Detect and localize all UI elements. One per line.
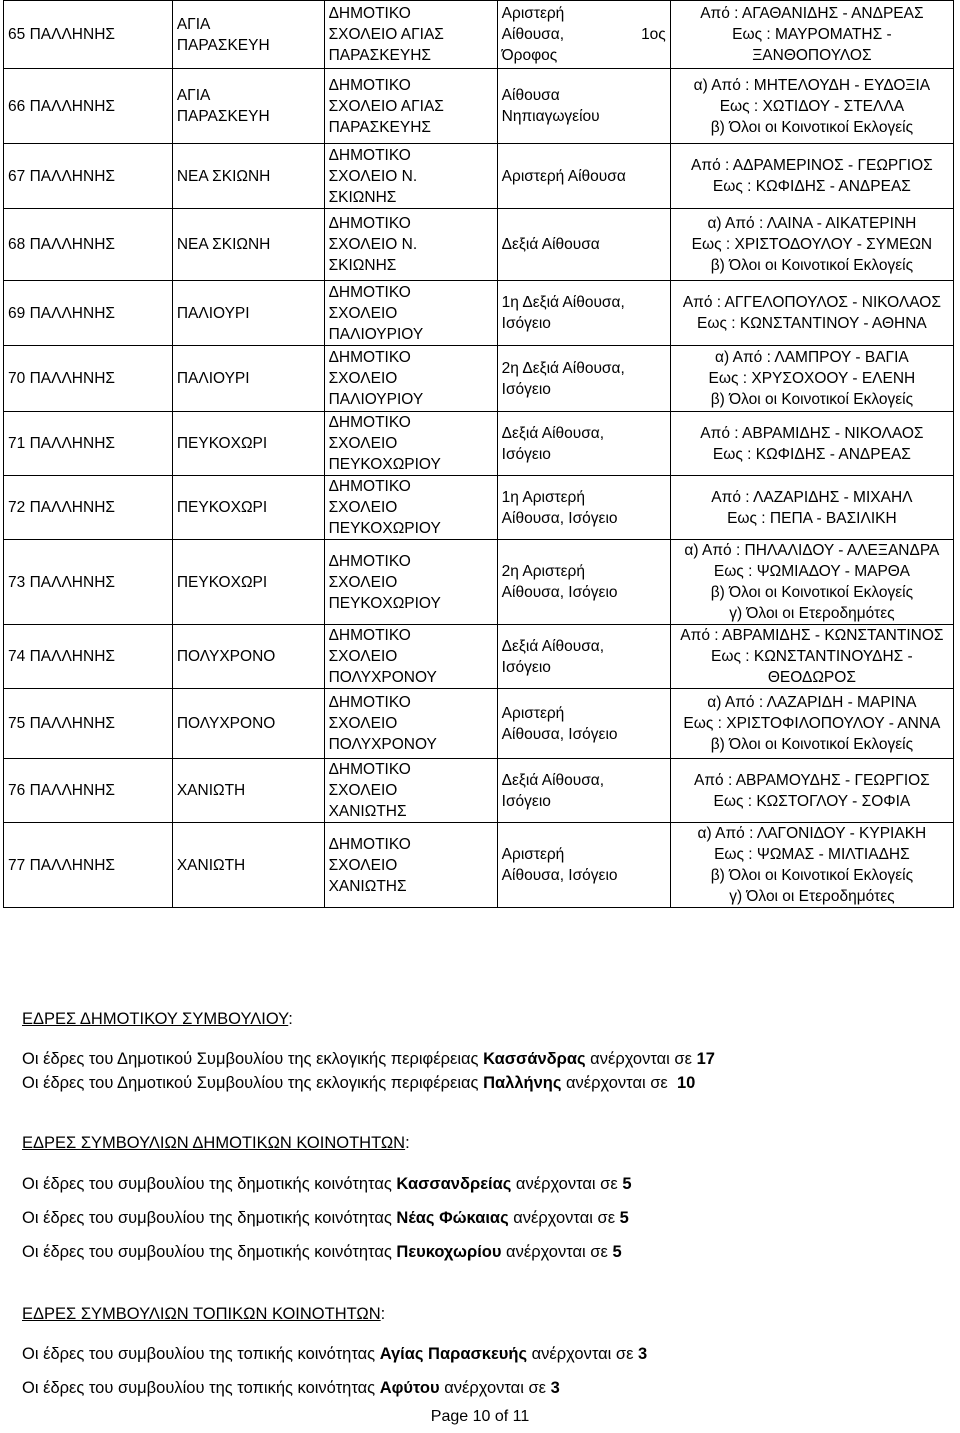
- table-row: [4, 412, 954, 476]
- seat-line-text: ανέρχονται σε: [439, 1379, 551, 1397]
- room-line: Ισόγειο: [501, 380, 551, 398]
- locality-cell: [172, 689, 324, 759]
- room-cell: [497, 1, 670, 69]
- station-number: 71: [8, 435, 26, 452]
- school-line: ΣΧΟΛΕΙΟ: [328, 499, 398, 516]
- voter-range-line: α) Από : ΜΗΤΕΛΟΥΔΗ - ΕΥΔΟΞΙΑ: [693, 76, 931, 94]
- school-line: ΔΗΜΟΤΙΚΟ: [328, 349, 411, 366]
- school-line: ΔΗΜΟΤΙΚΟ: [328, 76, 411, 94]
- room-line: Ισόγειο: [501, 658, 551, 676]
- room-cell: [497, 689, 670, 759]
- district-cell: [4, 823, 173, 908]
- station-number: 74: [8, 648, 26, 665]
- school-line: ΣΧΟΛΕΙΟ: [328, 435, 398, 452]
- seat-section: [22, 1131, 942, 1264]
- table-row: [4, 689, 954, 759]
- seat-line-text: Οι έδρες του Δημοτικού Συμβουλίου της εκλογικής περιφέρειας: [22, 1050, 484, 1068]
- voter-range-line: β) Όλοι οι Κοινοτικοί Εκλογείς: [710, 391, 914, 408]
- voter-range-cell: [670, 281, 953, 346]
- voter-range-line: β) Όλοι οι Κοινοτικοί Εκλογείς: [710, 867, 914, 884]
- school-line: ΧΑΝΙΩΤΗΣ: [328, 877, 407, 895]
- region-name: Αφύτου: [379, 1379, 440, 1397]
- voter-range-cell: [670, 540, 953, 625]
- locality-line: ΠΑΡΑΣΚΕΥΗ: [176, 36, 270, 54]
- station-number: 68: [8, 236, 26, 253]
- voter-range-line: β) Όλοι οι Κοινοτικοί Εκλογείς: [710, 584, 914, 601]
- region-name: Πευκοχωρίου: [396, 1242, 502, 1261]
- room-cell: [497, 476, 670, 540]
- school-line: ΣΧΟΛΕΙΟ: [328, 856, 398, 874]
- school-line: ΣΧΟΛΕΙΟ: [328, 573, 398, 591]
- voter-range-line: α) Από : ΠΗΛΑΛΙΔΟΥ - ΑΛΕΞΑΝΔΡΑ: [684, 542, 940, 559]
- school-line: ΠΕΥΚΟΧΩΡΙΟΥ: [328, 456, 441, 473]
- locality-cell: [172, 540, 324, 625]
- locality-line: ΑΓΙΑ: [176, 15, 211, 33]
- locality-line: ΧΑΝΙΩΤΗ: [176, 782, 246, 799]
- school-line: ΣΧΟΛΕΙΟ Ν.: [328, 236, 418, 253]
- voter-range-line: Από : ΑΓΑΘΑΝΙΔΗΣ - ΑΝΔΡΕΑΣ: [700, 5, 924, 22]
- district-cell: [4, 759, 173, 823]
- voter-range-cell: [670, 476, 953, 540]
- school-line: ΔΗΜΟΤΙΚΟ: [328, 414, 411, 431]
- school-cell: [324, 759, 497, 823]
- locality-line: ΠΟΛΥΧΡΟΝΟ: [176, 648, 276, 665]
- district-cell: [4, 281, 173, 346]
- room-line: Αίθουσα, Ισόγειο: [501, 725, 618, 743]
- locality-line: ΝΕΑ ΣΚΙΩΝΗ: [176, 236, 271, 253]
- station-number: 67: [8, 167, 26, 185]
- locality-cell: [172, 476, 324, 540]
- seat-line-text: Οι έδρες του συμβουλίου της τοπικής κοινότητας: [22, 1379, 380, 1397]
- locality-cell: [172, 1, 324, 69]
- room-cell: [497, 281, 670, 346]
- voter-range-line: Από : ΑΔΡΑΜΕΡΙΝΟΣ - ΓΕΩΡΓΙΟΣ: [691, 157, 933, 174]
- voter-range-line: Από : ΑΒΡΑΜΙΔΗΣ - ΝΙΚΟΛΑΟΣ: [700, 424, 924, 442]
- room-line: Αριστερή: [501, 846, 565, 863]
- room-cell: [497, 69, 670, 144]
- school-cell: [324, 1, 497, 69]
- electoral-area: ΠΑΛΛΗΝΗΣ: [29, 97, 115, 115]
- school-line: ΔΗΜΟΤΙΚΟ: [328, 761, 411, 778]
- station-number: 65: [8, 26, 26, 43]
- seat-line-text: Οι έδρες του συμβουλίου της δημοτικής κοινότητας: [22, 1208, 397, 1227]
- room-line: Ισόγειο: [501, 792, 551, 810]
- seat-count: 17: [696, 1050, 715, 1068]
- table-row: [4, 759, 954, 823]
- school-cell: [324, 689, 497, 759]
- district-cell: [4, 1, 173, 69]
- school-cell: [324, 412, 497, 476]
- section-title-suffix: :: [288, 1009, 293, 1028]
- seat-line: [22, 1376, 942, 1400]
- electoral-area: ΠΑΛΛΗΝΗΣ: [29, 648, 115, 665]
- district-cell: [4, 209, 173, 281]
- room-line: Δεξιά Αίθουσα,: [501, 637, 605, 655]
- seat-line: [22, 1071, 942, 1095]
- room-cell: [497, 759, 670, 823]
- voter-range-line: Εως : ΧΡΙΣΤΟΦΙΛΟΠΟΥΛΟΥ - ΑΝΝΑ: [683, 715, 941, 732]
- voter-range-cell: [670, 823, 953, 908]
- room-line: Δεξιά Αίθουσα: [501, 236, 600, 253]
- room-line: Ισόγειο: [501, 315, 551, 332]
- seat-count: 10: [676, 1074, 696, 1092]
- seat-line-text: ανέρχονται σε: [585, 1050, 697, 1068]
- school-line: ΠΑΡΑΣΚΕΥΗΣ: [328, 47, 431, 64]
- school-line: ΠΟΛΥΧΡΟΝΟΥ: [328, 669, 437, 686]
- seat-allocation-sections: [22, 990, 942, 1400]
- locality-line: ΠΑΛΙΟΥΡΙ: [176, 370, 250, 387]
- school-line: ΔΗΜΟΤΙΚΟ: [328, 835, 411, 853]
- school-line: ΔΗΜΟΤΙΚΟ: [328, 283, 411, 301]
- voter-range-line: Εως : ΠΕΠΑ - ΒΑΣΙΛΙΚΗ: [727, 509, 897, 527]
- voter-range-cell: [670, 689, 953, 759]
- table-row: [4, 476, 954, 540]
- station-number: 73: [8, 573, 26, 591]
- room-line: Αίθουσα, Ισόγειο: [501, 867, 618, 884]
- seat-line: [22, 1240, 942, 1264]
- voter-range-line: β) Όλοι οι Κοινοτικοί Εκλογείς: [710, 257, 914, 274]
- locality-cell: [172, 412, 324, 476]
- table-row: [4, 144, 954, 209]
- voter-range-line: β) Όλοι οι Κοινοτικοί Εκλογείς: [710, 736, 914, 753]
- district-cell: [4, 144, 173, 209]
- table-row: [4, 625, 954, 689]
- voter-range-line: Από : ΑΒΡΑΜΟΥΔΗΣ - ΓΕΩΡΓΙΟΣ: [694, 771, 930, 789]
- locality-cell: [172, 346, 324, 412]
- electoral-area: ΠΑΛΛΗΝΗΣ: [29, 856, 115, 874]
- locality-cell: [172, 144, 324, 209]
- school-line: ΠΕΥΚΟΧΩΡΙΟΥ: [328, 594, 441, 612]
- seat-line-text: ανέρχονται σε: [561, 1074, 677, 1092]
- room-line: Αίθουσα, Ισόγειο: [501, 509, 618, 527]
- school-line: ΣΧΟΛΕΙΟ: [328, 715, 398, 732]
- section-title: ΕΔΡΕΣ ΣΥΜΒΟΥΛΙΩΝ ΤΟΠΙΚΩΝ ΚΟΙΝΟΤΗΤΩΝ: [22, 1304, 381, 1323]
- district-cell: [4, 540, 173, 625]
- seat-line-text: Οι έδρες του συμβουλίου της τοπικής κοινότητας: [22, 1345, 380, 1363]
- locality-cell: [172, 69, 324, 144]
- voter-range-cell: [670, 759, 953, 823]
- room-line: Αριστερή: [501, 5, 565, 22]
- room-cell: [497, 209, 670, 281]
- locality-line: ΝΕΑ ΣΚΙΩΝΗ: [176, 167, 271, 185]
- electoral-area: ΠΑΛΛΗΝΗΣ: [29, 236, 115, 253]
- station-number: 76: [8, 782, 26, 799]
- seat-count: 3: [550, 1379, 560, 1397]
- school-cell: [324, 144, 497, 209]
- polling-stations-table: [3, 0, 954, 908]
- locality-cell: [172, 823, 324, 908]
- room-line: Νηπιαγωγείου: [501, 108, 600, 125]
- voter-range-line: Εως : ΚΩΝΣΤΑΝΤΙΝΟΥ - ΑΘΗΝΑ: [697, 315, 927, 332]
- table-row: [4, 1, 954, 69]
- seat-line-text: ανέρχονται σε: [511, 1174, 623, 1193]
- region-name: Κασσάνδρας: [483, 1050, 586, 1068]
- room-cell: [497, 823, 670, 908]
- voter-range-cell: [670, 209, 953, 281]
- room-line: Δεξιά Αίθουσα,: [501, 424, 605, 442]
- school-line: ΣΧΟΛΕΙΟ: [328, 648, 398, 665]
- voter-range-cell: [670, 1, 953, 69]
- section-heading: [22, 1007, 942, 1031]
- seat-count: 5: [622, 1174, 632, 1193]
- school-line: ΠΑΡΑΣΚΕΥΗΣ: [328, 118, 431, 136]
- electoral-area: ΠΑΛΛΗΝΗΣ: [29, 499, 115, 516]
- school-line: ΔΗΜΟΤΙΚΟ: [328, 627, 411, 644]
- electoral-area: ΠΑΛΛΗΝΗΣ: [29, 167, 115, 185]
- table-row: [4, 346, 954, 412]
- voter-range-line: Από : ΛΑΖΑΡΙΔΗΣ - ΜΙΧΑΗΛ: [711, 488, 913, 506]
- locality-cell: [172, 759, 324, 823]
- locality-line: ΠΕΥΚΟΧΩΡΙ: [176, 435, 268, 452]
- table-body: [4, 1, 954, 908]
- room-cell: [497, 625, 670, 689]
- room-line: 1η Αριστερή: [501, 488, 585, 506]
- locality-line: ΠΕΥΚΟΧΩΡΙ: [176, 499, 268, 516]
- school-line: ΣΧΟΛΕΙΟ Ν.: [328, 167, 418, 185]
- school-line: ΠΕΥΚΟΧΩΡΙΟΥ: [328, 520, 441, 537]
- section-title-suffix: :: [405, 1134, 410, 1152]
- voter-range-line: α) Από : ΛΑΓΟΝΙΔΟΥ - ΚΥΡΙΑΚΗ: [697, 825, 927, 842]
- region-name: Κασσανδρείας: [396, 1174, 512, 1193]
- station-number: 72: [8, 499, 26, 516]
- school-line: ΔΗΜΟΤΙΚΟ: [328, 552, 411, 570]
- school-line: ΔΗΜΟΤΙΚΟ: [328, 146, 411, 164]
- school-line: ΔΗΜΟΤΙΚΟ: [328, 215, 411, 232]
- school-cell: [324, 209, 497, 281]
- station-number: 66: [8, 97, 26, 115]
- room-line: Αίθουσα,: [501, 26, 565, 43]
- electoral-area: ΠΑΛΛΗΝΗΣ: [29, 370, 115, 387]
- locality-line: ΠΟΛΥΧΡΟΝΟ: [176, 715, 276, 732]
- table-row: [4, 281, 954, 346]
- room-line: Όροφος: [501, 47, 558, 64]
- locality-line: ΠΕΥΚΟΧΩΡΙ: [176, 573, 268, 591]
- locality-cell: [172, 209, 324, 281]
- seat-line: [22, 1206, 942, 1230]
- electoral-area: ΠΑΛΛΗΝΗΣ: [29, 782, 115, 799]
- school-cell: [324, 281, 497, 346]
- seat-section: [22, 1007, 942, 1096]
- voter-range-line: Εως : ΚΩΦΙΔΗΣ - ΑΝΔΡΕΑΣ: [712, 445, 911, 463]
- room-line: Αριστερή: [501, 704, 565, 722]
- station-number: 75: [8, 715, 26, 732]
- section-title-suffix: :: [380, 1304, 386, 1323]
- voter-range-line: ΞΑΝΘΟΠΟΥΛΟΣ: [752, 47, 872, 64]
- room-line: 2η Αριστερή: [501, 563, 585, 580]
- voter-range-cell: [670, 69, 953, 144]
- room-cell: [497, 412, 670, 476]
- seat-count: 5: [619, 1208, 629, 1227]
- school-line: ΠΑΛΙΟΥΡΙΟΥ: [328, 325, 424, 343]
- school-cell: [324, 69, 497, 144]
- table-row: [4, 69, 954, 144]
- school-cell: [324, 476, 497, 540]
- room-line: 1η Δεξιά Αίθουσα,: [501, 294, 625, 311]
- section-title: ΕΔΡΕΣ ΣΥΜΒΟΥΛΙΩΝ ΔΗΜΟΤΙΚΩΝ ΚΟΙΝΟΤΗΤΩΝ: [22, 1134, 406, 1152]
- voter-range-cell: [670, 412, 953, 476]
- voter-range-line: ΘΕΟΔΩΡΟΣ: [767, 669, 856, 686]
- voter-range-line: α) Από : ΛΑΖΑΡΙΔΗ - ΜΑΡΙΝΑ: [707, 694, 917, 711]
- room-line: Αίθουσα, Ισόγειο: [501, 584, 618, 601]
- electoral-area: ΠΑΛΛΗΝΗΣ: [29, 26, 115, 43]
- voter-range-line: Εως : ΧΩΤΙΔΟΥ - ΣΤΕΛΛΑ: [719, 97, 905, 115]
- district-cell: [4, 412, 173, 476]
- section-title: ΕΔΡΕΣ ΔΗΜΟΤΙΚΟΥ ΣΥΜΒΟΥΛΙΟΥ: [22, 1009, 289, 1028]
- table-row: [4, 823, 954, 908]
- room-line: Αριστερή Αίθουσα: [501, 167, 626, 185]
- school-line: ΣΧΟΛΕΙΟ: [328, 304, 398, 322]
- voter-range-cell: [670, 144, 953, 209]
- school-cell: [324, 823, 497, 908]
- room-line: Ισόγειο: [501, 445, 551, 463]
- seat-section: [22, 1302, 942, 1401]
- station-number: 70: [8, 370, 26, 387]
- section-heading: [22, 1131, 942, 1155]
- room-cell: [497, 540, 670, 625]
- school-line: ΣΚΙΩΝΗΣ: [328, 188, 397, 206]
- school-line: ΣΧΟΛΕΙΟ: [328, 370, 398, 387]
- page-footer: Page 10 of 11: [430, 1408, 530, 1425]
- electoral-area: ΠΑΛΛΗΝΗΣ: [29, 435, 115, 452]
- room-cell: [497, 346, 670, 412]
- school-line: ΧΑΝΙΩΤΗΣ: [328, 803, 407, 820]
- voter-range-line: Εως : ΚΩΣΤΟΓΛΟΥ - ΣΟΦΙΑ: [713, 792, 911, 810]
- voter-range-line: Εως : ΨΩΜΑΣ - ΜΙΛΤΙΑΔΗΣ: [714, 846, 910, 863]
- station-number: 69: [8, 304, 26, 322]
- school-line: ΣΧΟΛΕΙΟ: [328, 782, 398, 799]
- region-name: Νέας Φώκαιας: [396, 1208, 509, 1227]
- locality-cell: [172, 625, 324, 689]
- station-number: 77: [8, 856, 26, 874]
- district-cell: [4, 625, 173, 689]
- room-line-group: [502, 24, 666, 45]
- school-line: ΠΑΛΙΟΥΡΙΟΥ: [328, 391, 424, 408]
- floor-label: 1ος: [641, 26, 666, 43]
- district-cell: [4, 689, 173, 759]
- school-line: ΔΗΜΟΤΙΚΟ: [328, 5, 411, 22]
- school-cell: [324, 346, 497, 412]
- seat-count: 5: [612, 1242, 622, 1261]
- voter-range-line: Εως : ΨΩΜΙΑΔΟΥ - ΜΑΡΘΑ: [713, 563, 910, 580]
- seat-line-text: Οι έδρες του συμβουλίου της δημοτικής κοινότητας: [22, 1242, 397, 1261]
- seat-line: [22, 1172, 942, 1196]
- seat-line-text: Οι έδρες του Δημοτικού Συμβουλίου της εκλογικής περιφέρειας: [22, 1074, 484, 1092]
- voter-range-line: γ) Όλοι οι Ετεροδημότες: [729, 605, 895, 622]
- school-line: ΔΗΜΟΤΙΚΟ: [328, 478, 411, 495]
- electoral-area: ΠΑΛΛΗΝΗΣ: [29, 573, 115, 591]
- seat-line: [22, 1342, 942, 1366]
- seat-line: [22, 1047, 942, 1071]
- voter-range-cell: [670, 625, 953, 689]
- section-heading: [22, 1302, 942, 1326]
- locality-line: ΑΓΙΑ: [176, 87, 211, 104]
- table-row: [4, 540, 954, 625]
- table-row: [4, 209, 954, 281]
- locality-line: ΧΑΝΙΩΤΗ: [176, 856, 246, 874]
- voter-range-line: γ) Όλοι οι Ετεροδημότες: [729, 888, 895, 905]
- voter-range-line: Εως : ΚΩΝΣΤΑΝΤΙΝΟΥΔΗΣ -: [711, 648, 913, 665]
- district-cell: [4, 346, 173, 412]
- locality-line: ΠΑΡΑΣΚΕΥΗ: [176, 108, 270, 125]
- seat-count: 3: [638, 1345, 648, 1363]
- school-line: ΠΟΛΥΧΡΟΝΟΥ: [328, 736, 437, 753]
- seat-line-text: ανέρχονται σε: [501, 1242, 613, 1261]
- school-line: ΔΗΜΟΤΙΚΟ: [328, 694, 411, 711]
- room-line: Δεξιά Αίθουσα,: [501, 771, 605, 789]
- school-cell: [324, 625, 497, 689]
- locality-line: ΠΑΛΙΟΥΡΙ: [176, 304, 250, 322]
- seat-line-text: ανέρχονται σε: [527, 1345, 639, 1363]
- room-line: 2η Δεξιά Αίθουσα,: [501, 359, 625, 377]
- region-name: Αγίας Παρασκευής: [379, 1345, 528, 1363]
- room-line: Αίθουσα: [501, 87, 560, 104]
- voter-range-line: Εως : ΧΡΥΣΟΧΟΟΥ - ΕΛΕΝΗ: [708, 370, 916, 387]
- district-cell: [4, 69, 173, 144]
- school-line: ΣΚΙΩΝΗΣ: [328, 257, 397, 274]
- voter-range-line: α) Από : ΛΑΜΠΡΟΥ - ΒΑΓΙΑ: [715, 349, 909, 366]
- school-line: ΣΧΟΛΕΙΟ ΑΓΙΑΣ: [328, 97, 444, 115]
- voter-range-line: Εως : ΧΡΙΣΤΟΔΟΥΛΟΥ - ΣΥΜΕΩΝ: [691, 236, 933, 253]
- voter-range-cell: [670, 346, 953, 412]
- voter-range-line: β) Όλοι οι Κοινοτικοί Εκλογείς: [710, 118, 914, 136]
- voter-range-line: Εως : ΜΑΥΡΟΜΑΤΗΣ -: [732, 26, 892, 43]
- voter-range-line: Εως : ΚΩΦΙΔΗΣ - ΑΝΔΡΕΑΣ: [712, 178, 911, 195]
- seat-line-text: ανέρχονται σε: [508, 1208, 620, 1227]
- locality-cell: [172, 281, 324, 346]
- voter-range-line: α) Από : ΛΑΙΝΑ - ΑΙΚΑΤΕΡΙΝΗ: [707, 215, 917, 232]
- school-line: ΣΧΟΛΕΙΟ ΑΓΙΑΣ: [328, 26, 444, 43]
- electoral-area: ΠΑΛΛΗΝΗΣ: [29, 304, 115, 322]
- voter-range-line: Από : ΑΒΡΑΜΙΔΗΣ - ΚΩΝΣΤΑΝΤΙΝΟΣ: [680, 627, 944, 644]
- school-cell: [324, 540, 497, 625]
- region-name: Παλλήνης: [483, 1074, 562, 1092]
- room-cell: [497, 144, 670, 209]
- voter-range-line: Από : ΑΓΓΕΛΟΠΟΥΛΟΣ - ΝΙΚΟΛΑΟΣ: [682, 294, 941, 311]
- seat-line-text: Οι έδρες του συμβουλίου της δημοτικής κοινότητας: [22, 1174, 397, 1193]
- district-cell: [4, 476, 173, 540]
- electoral-area: ΠΑΛΛΗΝΗΣ: [29, 715, 115, 732]
